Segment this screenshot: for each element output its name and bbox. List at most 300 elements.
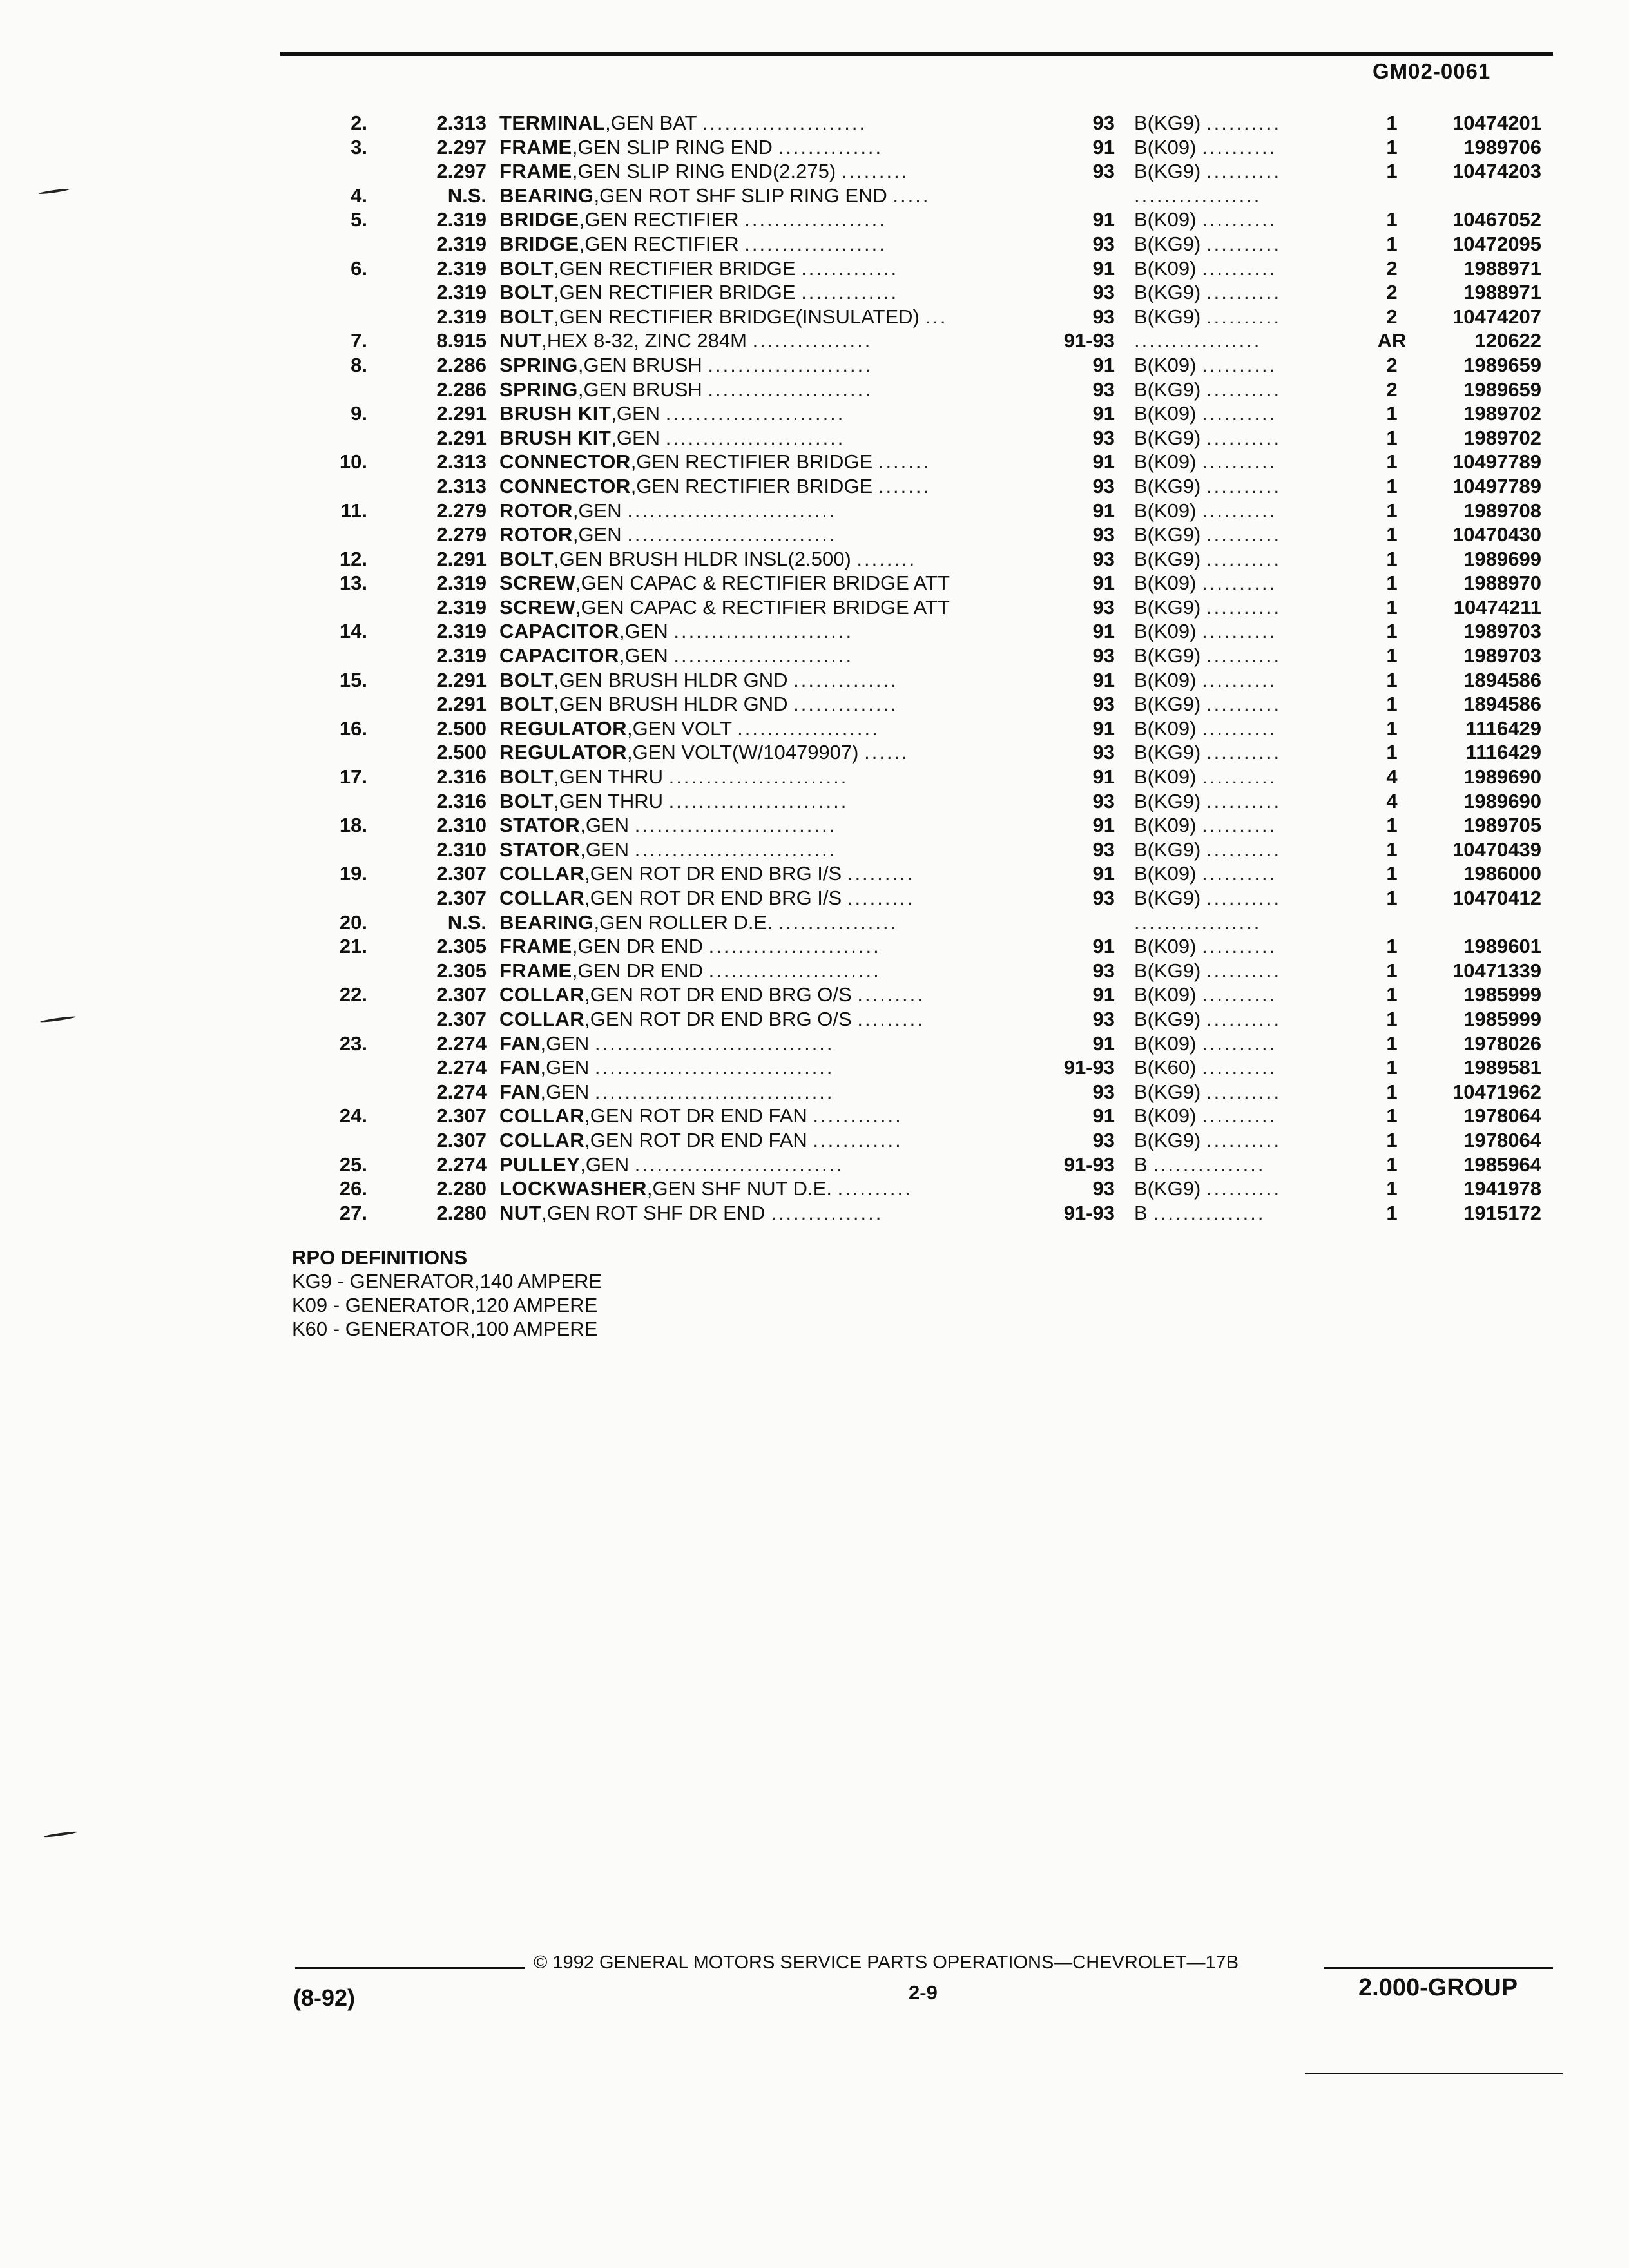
part-name: BRIDGE (499, 232, 579, 255)
group-number: 2.286 (436, 378, 487, 401)
item-number: 25. (339, 1153, 367, 1176)
part-number: 1116429 (1465, 716, 1541, 740)
part-number: 10470439 (1452, 838, 1541, 861)
part-description (499, 159, 1034, 184)
part-number: 10497789 (1452, 474, 1541, 497)
part-number: 1989702 (1463, 402, 1541, 425)
leader-dots: .......... (1206, 547, 1282, 570)
leader-dots: ................... (744, 208, 887, 231)
rpo-code (1134, 378, 1350, 402)
part-row (0, 959, 1629, 983)
leader-dots: .............. (793, 668, 898, 691)
part-detail: ,GEN (580, 814, 630, 837)
part-row (0, 1128, 1629, 1153)
part-name: LOCKWASHER (499, 1177, 647, 1200)
item-number: 19. (339, 862, 367, 885)
part-name: BOLT (499, 765, 554, 789)
part-name: COLLAR (499, 1128, 585, 1151)
model-year: 93 (1092, 474, 1115, 497)
part-name: BRUSH KIT (499, 426, 612, 449)
leader-dots: ....... (878, 474, 931, 497)
model-year: 91 (1092, 208, 1115, 231)
quantity: 1 (1386, 232, 1398, 255)
part-description (499, 716, 1034, 741)
quantity: 1 (1386, 474, 1398, 497)
part-name: COLLAR (499, 1007, 585, 1030)
group-number: 2.319 (436, 256, 487, 280)
group-number: 2.297 (436, 160, 487, 183)
group-number: 2.316 (436, 765, 487, 789)
quantity: 2 (1386, 378, 1398, 401)
leader-dots: ................... (737, 716, 880, 740)
group-number: 2.307 (436, 862, 487, 885)
leader-dots: .......... (1202, 402, 1277, 425)
part-name: CONNECTOR (499, 450, 631, 474)
rpo-value: B(KG9) (1134, 281, 1201, 304)
leader-dots: .......... (1206, 693, 1282, 716)
rpo-code (1134, 1104, 1350, 1128)
model-year: 91 (1092, 983, 1115, 1006)
rpo-code (1134, 571, 1350, 595)
leader-dots: .......... (1202, 862, 1277, 885)
quantity: 1 (1386, 716, 1398, 740)
part-detail: ,GEN DR END (572, 935, 703, 958)
model-year: 93 (1092, 959, 1115, 982)
rpo-code (1134, 426, 1350, 450)
rpo-value: B(K09) (1134, 402, 1197, 425)
item-number: 24. (339, 1104, 367, 1128)
leader-dots: ................. (1134, 329, 1262, 352)
rpo-code (1134, 1007, 1350, 1032)
part-row (0, 232, 1629, 256)
rpo-value: B(KG9) (1134, 378, 1201, 401)
part-detail: ,GEN (540, 1056, 590, 1079)
part-row (0, 813, 1629, 838)
part-name: FRAME (499, 135, 572, 159)
rpo-value: B(KG9) (1134, 523, 1201, 546)
model-year: 91 (1092, 1104, 1115, 1128)
model-year: 91 (1092, 935, 1115, 958)
model-year: 93 (1092, 838, 1115, 861)
part-detail: ,GEN (572, 523, 622, 546)
part-description (499, 644, 1034, 668)
rpo-code (1134, 1201, 1350, 1225)
part-description (499, 401, 1034, 426)
part-name: COLLAR (499, 983, 585, 1006)
model-year: 91 (1092, 1032, 1115, 1055)
part-row (0, 886, 1629, 910)
part-name: FAN (499, 1080, 541, 1103)
leader-dots: .......... (1202, 1104, 1277, 1128)
part-number: 10471962 (1452, 1080, 1541, 1103)
leader-dots: .......... (1202, 620, 1277, 643)
rpo-value: B(K60) (1134, 1056, 1197, 1079)
part-description (499, 910, 1034, 935)
rpo-value: B(K09) (1134, 620, 1197, 643)
group-number: 2.310 (436, 838, 487, 861)
rpo-code (1134, 184, 1350, 208)
part-number: 1989703 (1463, 644, 1541, 668)
leader-dots: .............. (793, 693, 898, 716)
leader-dots: ........................ (665, 402, 845, 425)
rpo-code (1134, 135, 1350, 160)
rpo-code (1134, 207, 1350, 232)
quantity: 1 (1386, 1056, 1398, 1079)
part-row (0, 1201, 1629, 1225)
part-number: 10497789 (1452, 450, 1541, 474)
leader-dots: ......... (857, 983, 925, 1006)
leader-dots: .......... (1206, 741, 1282, 764)
group-number: 2.319 (436, 281, 487, 304)
leader-dots: ......... (847, 887, 915, 909)
model-year: 91 (1092, 716, 1115, 740)
rpo-code (1134, 499, 1350, 523)
part-detail: ,GEN ROT DR END BRG I/S (584, 887, 842, 909)
item-number: 14. (339, 620, 367, 643)
leader-dots: .......... (1202, 572, 1277, 595)
part-number: 1985999 (1463, 1007, 1541, 1030)
leader-dots: .......... (1202, 814, 1277, 837)
quantity: 1 (1386, 1177, 1398, 1200)
group-number: 2.307 (436, 887, 487, 909)
part-description (499, 934, 1034, 959)
leader-dots: ................................ (594, 1056, 834, 1079)
part-name: COLLAR (499, 862, 585, 885)
item-number: 26. (339, 1177, 367, 1200)
part-name: BEARING (499, 910, 594, 934)
part-number: 10474207 (1452, 305, 1541, 328)
group-number: 2.319 (436, 572, 487, 595)
model-year: 91 (1092, 862, 1115, 885)
footer-rule-right (1324, 1967, 1553, 1969)
item-number: 23. (339, 1032, 367, 1055)
punch-mark (44, 1831, 77, 1838)
part-number: 1989705 (1463, 814, 1541, 837)
rpo-code (1134, 959, 1350, 983)
leader-dots: .......... (1206, 523, 1282, 546)
leader-dots: ............................ (634, 1153, 844, 1176)
group-number: 2.307 (436, 983, 487, 1006)
part-description (499, 959, 1034, 983)
part-detail: ,GEN VOLT (626, 716, 732, 740)
rpo-definition: K09 - GENERATOR,120 AMPERE (292, 1294, 598, 1316)
rpo-value: B(KG9) (1134, 160, 1201, 183)
part-number: 10470430 (1452, 523, 1541, 546)
leader-dots: .......... (1206, 644, 1282, 668)
model-year: 91-93 (1063, 329, 1115, 352)
rpo-definition: KG9 - GENERATOR,140 AMPERE (292, 1270, 602, 1293)
group-number: 2.291 (436, 402, 487, 425)
item-number: 22. (339, 983, 367, 1006)
leader-dots: .......... (1206, 1177, 1282, 1200)
part-row (0, 838, 1629, 862)
quantity: 1 (1386, 595, 1398, 619)
quantity: 1 (1386, 838, 1398, 861)
part-description (499, 256, 1034, 281)
part-name: CAPACITOR (499, 620, 619, 643)
rpo-code (1134, 789, 1350, 814)
leader-dots: .......... (1206, 595, 1282, 619)
model-year: 91 (1092, 765, 1115, 789)
quantity: 1 (1386, 208, 1398, 231)
item-number: 15. (339, 668, 367, 691)
leader-dots: .......... (837, 1177, 912, 1200)
quantity: 2 (1386, 281, 1398, 304)
quantity: 1 (1386, 1128, 1398, 1151)
group-number: 2.500 (436, 741, 487, 764)
leader-dots: .............. (778, 135, 883, 159)
page-number: 2-9 (909, 1981, 938, 2004)
leader-dots: .......... (1202, 1032, 1277, 1055)
part-detail: ,GEN ROT DR END BRG I/S (584, 862, 842, 885)
model-year: 93 (1092, 741, 1115, 764)
part-detail: ,GEN (619, 620, 668, 643)
quantity: 1 (1386, 887, 1398, 909)
model-year: 93 (1092, 1007, 1115, 1030)
part-row (0, 983, 1629, 1007)
quantity: 1 (1386, 402, 1398, 425)
model-year: 91 (1092, 353, 1115, 376)
leader-dots: ....................... (708, 959, 881, 982)
part-description (499, 886, 1034, 910)
group-number: 2.279 (436, 499, 487, 522)
part-description (499, 740, 1034, 765)
rpo-value: B(KG9) (1134, 1128, 1201, 1151)
leader-dots: .......... (1202, 450, 1277, 474)
rpo-code (1134, 619, 1350, 644)
part-number: 1989601 (1463, 935, 1541, 958)
rpo-code (1134, 450, 1350, 474)
part-detail: ,GEN SLIP RING END(2.275) (572, 160, 836, 183)
model-year: 93 (1092, 887, 1115, 909)
part-detail: ,GEN BRUSH HLDR GND (554, 693, 788, 716)
rpo-value: B(KG9) (1134, 1007, 1201, 1030)
part-name: SCREW (499, 595, 575, 619)
rpo-code (1134, 692, 1350, 716)
rpo-value: B(K09) (1134, 1032, 1197, 1055)
group-id: 2.000-GROUP (1358, 1974, 1518, 2001)
part-description (499, 329, 1034, 353)
leader-dots: ............... (771, 1201, 883, 1224)
part-number: 1894586 (1463, 668, 1541, 691)
quantity: 1 (1386, 1104, 1398, 1128)
part-row (0, 305, 1629, 329)
leader-dots: .......... (1202, 716, 1277, 740)
leader-dots: ........................ (665, 426, 845, 449)
quantity: 1 (1386, 814, 1398, 837)
part-name: BOLT (499, 547, 554, 570)
group-number: 2.319 (436, 595, 487, 619)
group-number: 2.291 (436, 693, 487, 716)
leader-dots: .......... (1206, 1128, 1282, 1151)
part-name: NUT (499, 1201, 542, 1224)
leader-dots: .......... (1202, 1056, 1277, 1079)
part-row (0, 111, 1629, 135)
leader-dots: ........................ (673, 644, 854, 668)
part-description (499, 523, 1034, 547)
part-row (0, 1032, 1629, 1056)
rpo-code (1134, 523, 1350, 547)
rpo-value: B(K09) (1134, 1104, 1197, 1128)
quantity: 2 (1386, 256, 1398, 280)
quantity: 1 (1386, 160, 1398, 183)
model-year: 93 (1092, 378, 1115, 401)
leader-dots: ............. (801, 256, 899, 280)
part-row (0, 159, 1629, 184)
rpo-code (1134, 644, 1350, 668)
part-number: 1941978 (1463, 1177, 1541, 1200)
rpo-code (1134, 1128, 1350, 1153)
part-detail: ,GEN RECTIFIER (579, 208, 739, 231)
item-number: 21. (339, 935, 367, 958)
part-name: BEARING (499, 184, 594, 207)
part-row (0, 353, 1629, 378)
part-name: BOLT (499, 256, 554, 280)
rpo-value: B(KG9) (1134, 741, 1201, 764)
part-row (0, 1153, 1629, 1177)
part-number: 1989706 (1463, 135, 1541, 159)
part-description (499, 1080, 1034, 1104)
quantity: 1 (1386, 111, 1398, 134)
leader-dots: .......... (1206, 426, 1282, 449)
rpo-value: B(KG9) (1134, 1080, 1201, 1103)
part-row (0, 499, 1629, 523)
part-number: 1988971 (1463, 256, 1541, 280)
quantity: 1 (1386, 523, 1398, 546)
leader-dots: .......... (1206, 1007, 1282, 1030)
model-year: 93 (1092, 1177, 1115, 1200)
group-number: 2.280 (436, 1201, 487, 1224)
group-number: 2.319 (436, 208, 487, 231)
rpo-value: B(KG9) (1134, 959, 1201, 982)
part-description (499, 1128, 1034, 1153)
group-number: 2.305 (436, 935, 487, 958)
part-description (499, 1177, 1034, 1201)
part-number: 1989659 (1463, 378, 1541, 401)
rpo-code (1134, 886, 1350, 910)
part-number: 10474201 (1452, 111, 1541, 134)
leader-dots: ............. (801, 281, 899, 304)
model-year: 93 (1092, 1080, 1115, 1103)
rpo-value: B(KG9) (1134, 789, 1201, 812)
part-name: FRAME (499, 935, 572, 958)
part-description (499, 983, 1034, 1007)
rpo-code (1134, 668, 1350, 693)
part-number: 1989690 (1463, 765, 1541, 789)
part-row (0, 668, 1629, 693)
leader-dots: ............... (1153, 1201, 1266, 1224)
part-detail: ,GEN RECTIFIER BRIDGE (554, 256, 796, 280)
part-detail: ,GEN BRUSH (577, 353, 702, 376)
group-number: 2.319 (436, 620, 487, 643)
rpo-value: B(K09) (1134, 135, 1197, 159)
leader-dots: ...................... (708, 353, 872, 376)
quantity: 1 (1386, 983, 1398, 1006)
model-year: 91 (1092, 402, 1115, 425)
part-detail: ,GEN RECTIFIER (579, 232, 739, 255)
part-row (0, 789, 1629, 814)
document-id: GM02-0061 (1373, 59, 1491, 83)
part-number: 10471339 (1452, 959, 1541, 982)
group-number: 2.307 (436, 1104, 487, 1128)
part-number: 10467052 (1452, 208, 1541, 231)
leader-dots: .......... (1202, 935, 1277, 958)
rpo-value: B(K09) (1134, 862, 1197, 885)
rpo-code (1134, 256, 1350, 281)
group-number: 2.291 (436, 547, 487, 570)
part-name: BRUSH KIT (499, 402, 612, 425)
part-number: 1989703 (1463, 620, 1541, 643)
leader-dots: .......... (1206, 789, 1282, 812)
rpo-code (1134, 1080, 1350, 1104)
model-year: 91-93 (1063, 1056, 1115, 1079)
part-detail: ,GEN SHF NUT D.E. (646, 1177, 832, 1200)
part-number: 1978064 (1463, 1128, 1541, 1151)
part-detail: ,GEN ROT DR END FAN (584, 1128, 807, 1151)
model-year: 93 (1092, 523, 1115, 546)
rpo-value: B(KG9) (1134, 547, 1201, 570)
rpo-value: B(K09) (1134, 353, 1197, 376)
part-row (0, 547, 1629, 572)
model-year: 91-93 (1063, 1201, 1115, 1224)
rpo-value: B(K09) (1134, 668, 1197, 691)
part-row (0, 765, 1629, 789)
leader-dots: ................................ (594, 1080, 834, 1103)
group-number: 2.316 (436, 789, 487, 812)
item-number: 8. (351, 353, 367, 376)
leader-dots: .......... (1202, 765, 1277, 789)
group-number: 2.280 (436, 1177, 487, 1200)
group-number: N.S. (447, 184, 487, 207)
rpo-code (1134, 813, 1350, 838)
rpo-code (1134, 1032, 1350, 1056)
part-name: STATOR (499, 814, 581, 837)
rpo-definition: K60 - GENERATOR,100 AMPERE (292, 1318, 598, 1340)
group-number: 2.313 (436, 111, 487, 134)
model-year: 91 (1092, 668, 1115, 691)
part-name: NUT (499, 329, 542, 352)
part-row (0, 329, 1629, 353)
part-number: 1989708 (1463, 499, 1541, 522)
part-row (0, 595, 1629, 620)
rpo-code (1134, 474, 1350, 499)
quantity: 1 (1386, 935, 1398, 958)
group-number: 2.274 (436, 1032, 487, 1055)
rpo-value: B (1134, 1201, 1148, 1224)
part-row (0, 716, 1629, 741)
leader-dots: .......... (1206, 887, 1282, 909)
part-number: 1116429 (1465, 741, 1541, 764)
part-detail: ,GEN RECTIFIER BRIDGE(INSULATED) (554, 305, 920, 328)
rpo-code (1134, 765, 1350, 789)
leader-dots: ............ (813, 1128, 903, 1151)
part-number: 1986000 (1463, 862, 1541, 885)
rpo-code (1134, 159, 1350, 184)
part-description (499, 111, 1034, 135)
rpo-code (1134, 983, 1350, 1007)
leader-dots: ................................ (594, 1032, 834, 1055)
leader-dots: ....................... (708, 935, 881, 958)
part-row (0, 644, 1629, 668)
part-row (0, 523, 1629, 547)
part-detail: ,GEN RECTIFIER BRIDGE (630, 474, 873, 497)
leader-dots: ........................... (634, 838, 837, 861)
part-description (499, 861, 1034, 886)
part-detail: ,GEN ROT SHF DR END (541, 1201, 766, 1224)
model-year: 91 (1092, 450, 1115, 474)
part-number: 1978064 (1463, 1104, 1541, 1128)
part-detail: ,GEN BRUSH (577, 378, 702, 401)
